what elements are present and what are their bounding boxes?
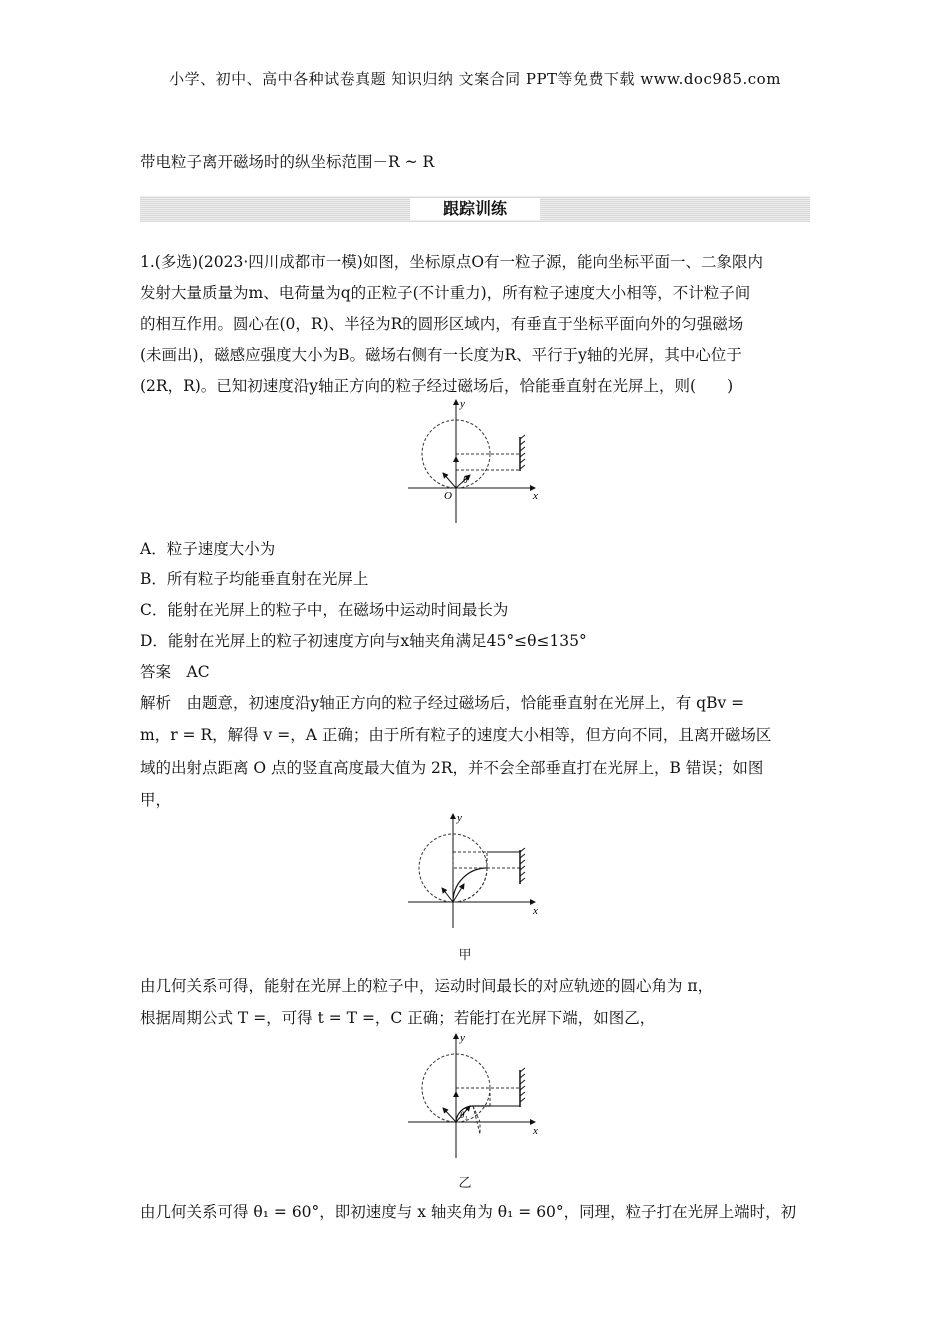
analysis-line-2: m，r = R，解得 v =，A 正确；由于所有粒子的速度大小相等，但方向不同，且离开磁场区	[140, 726, 772, 744]
option-c: C．能射在光屏上的粒子中，在磁场中运动时间最长为	[140, 601, 509, 619]
question-line-5: (2R，R)。已知初速度沿y轴正方向的粒子经过磁场后，恰能垂直射在光屏上，则( )	[140, 377, 734, 395]
velocity-arrow	[443, 1108, 456, 1122]
banner-label: 跟踪训练	[410, 198, 540, 220]
caption-jia: 甲	[458, 948, 472, 963]
question-line-1: 1.(多选)(2023·四川成都市一模)如图，坐标原点O有一粒子源，能向坐标平面一、二象限内	[140, 253, 764, 271]
figure-1	[400, 395, 550, 525]
answer: 答案 AC	[140, 663, 210, 681]
x-label: x	[533, 490, 538, 502]
analysis-line-4: 甲，	[140, 791, 172, 809]
analysis-middle-2: 根据周期公式 T =，可得 t = T =，C 正确；若能打在光屏下端，如图乙，	[140, 1009, 656, 1027]
analysis-middle-1: 由几何关系可得，能射在光屏上的粒子中，运动时间最长的对应轨迹的圆心角为 π，	[140, 977, 714, 995]
x-label: x	[533, 905, 538, 917]
question-line-4: (未画出)，磁感应强度大小为B。磁场右侧有一长度为R、平行于y轴的光屏，其中心位于	[140, 346, 742, 364]
option-b: B．所有粒子均能垂直射在光屏上	[140, 570, 369, 588]
question-line-3: 的相互作用。圆心在(0，R)、半径为R的圆形区域内，有垂直于坐标平面向外的匀强磁场	[140, 315, 744, 333]
origin-label: O	[444, 490, 452, 502]
section-banner	[140, 196, 810, 222]
y-label: y	[460, 1032, 465, 1044]
option-d: D．能射在光屏上的粒子初速度方向与x轴夹角满足45°≤θ≤135°	[140, 632, 587, 650]
velocity-arrow	[442, 888, 453, 902]
dashed-rect	[453, 852, 487, 868]
theta1-label: θ₁	[460, 1110, 468, 1120]
analysis-last-line: 由几何关系可得 θ₁ = 60°，即初速度与 x 轴夹角为 θ₁ = 60°，同理，粒子打在光屏上端时，初	[140, 1203, 797, 1221]
question-line-2: 发射大量质量为m、电荷量为q的正粒子(不计重力)，所有粒子速度大小相等，不计粒子间	[140, 284, 751, 302]
x-label: x	[533, 1125, 538, 1137]
analysis-line-1: 解析 由题意，初速度沿y轴正方向的粒子经过磁场后，恰能垂直射在光屏上，有 qBv =	[140, 694, 745, 712]
y-label: y	[460, 398, 465, 410]
velocity-arrow	[443, 473, 456, 488]
figure-yi	[400, 1030, 550, 1160]
intro-line: 带电粒子离开磁场时的纵坐标范围－R ~ R	[140, 153, 435, 171]
analysis-line-3: 域的出射点距离 O 点的竖直高度最大值为 2R，并不会全部垂直打在光屏上，B 错误；如图	[140, 759, 764, 777]
figure-jia	[400, 810, 550, 930]
caption-yi: 乙	[458, 1176, 472, 1191]
option-a: A．粒子速度大小为	[140, 540, 276, 558]
dashed-triangle	[473, 1106, 480, 1134]
theta-label: θ	[463, 475, 468, 486]
page-header: 小学、初中、高中各种试卷真题 知识归纳 文案合同 PPT等免费下载 www.doc985.com	[169, 70, 781, 88]
y-label: y	[457, 812, 462, 824]
